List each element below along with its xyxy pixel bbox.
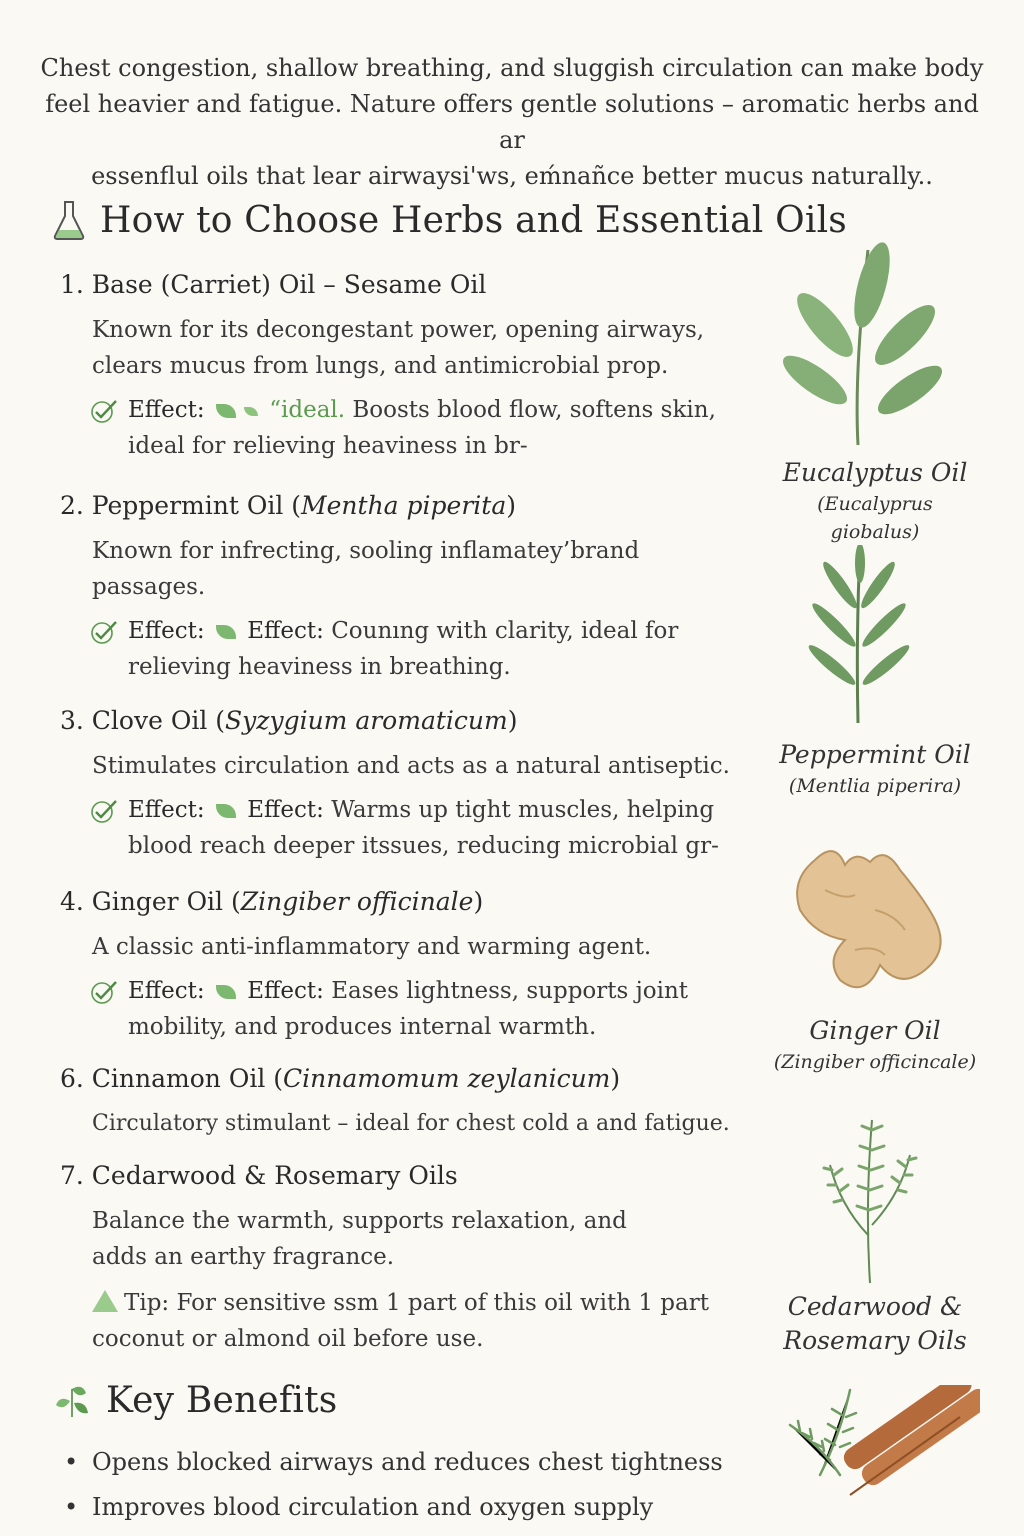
- flask-icon: [52, 198, 86, 242]
- effect-ideal: “ideal.: [269, 397, 346, 423]
- caption-latin: (Zingiber officincale): [773, 1051, 977, 1073]
- item-description: Balance the warmth, supports relaxation, and adds an earthy fragrance.: [92, 1208, 627, 1270]
- check-icon: [90, 620, 118, 644]
- item-title: 7. Cedarwood & Rosemary Oils: [60, 1161, 458, 1190]
- list-item: [60, 885, 760, 1045]
- item-title-main: 6. Cinnamon Oil (: [60, 1064, 284, 1093]
- check-icon: [90, 799, 118, 823]
- benefits-list: [64, 1440, 764, 1530]
- item-title: [60, 1062, 760, 1096]
- list-item: [64, 1485, 764, 1530]
- item-description: Circulatory stimulant – ideal for chest cold a and fatigue.: [92, 1111, 730, 1136]
- leaf-icon: [216, 985, 236, 999]
- effect-text: Eases lightness, supports joint mobility, and produces internal warmth.: [128, 978, 689, 1040]
- item-title-end: ): [506, 491, 516, 520]
- item-effect: [90, 973, 760, 1045]
- leaf-icon: [244, 407, 258, 416]
- effect-label: Effect:: [128, 618, 205, 644]
- caption-eucalyptus: [770, 456, 980, 546]
- caption-peppermint: [770, 738, 980, 800]
- item-title-end: ): [473, 887, 484, 916]
- item-title-main: 4. Ginger Oil (: [60, 887, 241, 916]
- section-heading-benefits: [52, 1380, 337, 1421]
- intro-line: feel heavier and fatigue. Nature offers gentle solutions – aromatic herbs and ar: [45, 90, 979, 154]
- leaf-icon: [216, 404, 236, 418]
- item-title: [60, 704, 760, 738]
- item-title-end: ): [610, 1064, 621, 1093]
- caption-ginger: [770, 1014, 980, 1076]
- intro-paragraph: [40, 50, 984, 194]
- section-title: Key Benefits: [106, 1380, 338, 1421]
- item-effect: [90, 613, 760, 685]
- item-title-latin: Zingiber officinale: [240, 887, 474, 916]
- item-effect: [90, 392, 760, 464]
- item-title-latin: Mentha piperita: [301, 491, 507, 520]
- section-heading-choose: [52, 198, 847, 242]
- ginger-root-icon: [785, 840, 955, 1005]
- caption-name: Eucalyptus Oil: [782, 458, 968, 487]
- benefit-text: Opens blocked airways and reduces chest tightness: [92, 1448, 723, 1476]
- item-description: Known for infrecting, sooling inflamatey’brand passages.: [92, 538, 640, 600]
- effect-text: Boosts blood flow, softens skin, ideal for relieving heaviness in br-: [128, 397, 716, 459]
- item-title-end: ): [507, 706, 518, 735]
- rosemary-sprig-icon: [810, 1115, 930, 1285]
- list-item: [60, 489, 760, 685]
- caption-latin: (Eucalyprus giobalus): [817, 493, 933, 543]
- tip-note: [92, 1285, 712, 1357]
- intro-line: essenflul oils that lear airwaysi'ws, eḿnañce better mucus naturally..: [91, 162, 933, 190]
- list-item: [64, 1440, 764, 1485]
- list-item: [60, 268, 760, 464]
- item-title: [60, 489, 760, 523]
- cinnamon-sticks-icon: [780, 1385, 980, 1535]
- caption-latin: (Mentlia piperira): [788, 775, 962, 797]
- caption-name: Ginger Oil: [809, 1016, 941, 1045]
- benefit-text: Improves blood circulation and oxygen supply: [92, 1493, 654, 1521]
- caption-name: Cedarwood & Rosemary Oils: [783, 1292, 967, 1355]
- list-item: [60, 704, 760, 864]
- intro-line: Chest congestion, shallow breathing, and sluggish circulation can make body: [40, 54, 984, 82]
- item-effect: [90, 792, 760, 864]
- item-title: 1. Base (Carriet) Oil – Sesame Oil: [60, 270, 487, 299]
- effect-label: Effect:: [128, 978, 205, 1004]
- item-title-latin: Cinnamomum zeylanicum: [283, 1064, 611, 1093]
- peppermint-sprig-icon: [800, 545, 920, 725]
- section-title: How to Choose Herbs and Essential Oils: [100, 199, 847, 241]
- item-title-main: 3. Clove Oil (: [60, 706, 226, 735]
- caption-cedarwood-rosemary: [770, 1290, 980, 1358]
- effect-label: Effect:: [128, 397, 205, 423]
- list-item: [60, 1159, 760, 1357]
- caption-name: Peppermint Oil: [779, 740, 971, 769]
- item-description: A classic anti-inflammatory and warming agent.: [92, 934, 652, 960]
- leaf-icon: [216, 625, 236, 639]
- item-title-latin: Syzygium aromaticum: [225, 706, 508, 735]
- tip-text: Tip: For sensitive ssm 1 part of this oil with 1 part coconut or almond oil before use.: [92, 1290, 709, 1352]
- triangle-icon: [92, 1290, 118, 1312]
- item-description: Known for its decongestant power, opening airways, clears mucus from lungs, and antimicrobial prop.: [92, 317, 705, 379]
- list-item: [60, 1062, 760, 1142]
- bullet-icon: •: [64, 1493, 79, 1521]
- leaf-icon: [216, 804, 236, 818]
- item-description: Stimulates circulation and acts as a natural antiseptic.: [92, 753, 730, 779]
- effect-label: Effect:: [128, 797, 205, 823]
- item-title: [60, 885, 760, 919]
- effect-label: Effect:: [247, 618, 324, 644]
- effect-text: Counıng with clarity, ideal for relieving heaviness in breathing.: [128, 618, 679, 680]
- bullet-icon: •: [64, 1448, 79, 1476]
- item-title-main: 2. Peppermint Oil (: [60, 491, 302, 520]
- leaves-icon: [52, 1381, 92, 1421]
- check-icon: [90, 980, 118, 1004]
- eucalyptus-leaves-icon: [780, 240, 950, 450]
- effect-text: Warms up tight muscles, helping blood reach deeper itssues, reducing microbial gr-: [128, 797, 719, 859]
- effect-label: Effect:: [247, 797, 324, 823]
- check-icon: [90, 399, 118, 423]
- effect-label: Effect:: [247, 978, 324, 1004]
